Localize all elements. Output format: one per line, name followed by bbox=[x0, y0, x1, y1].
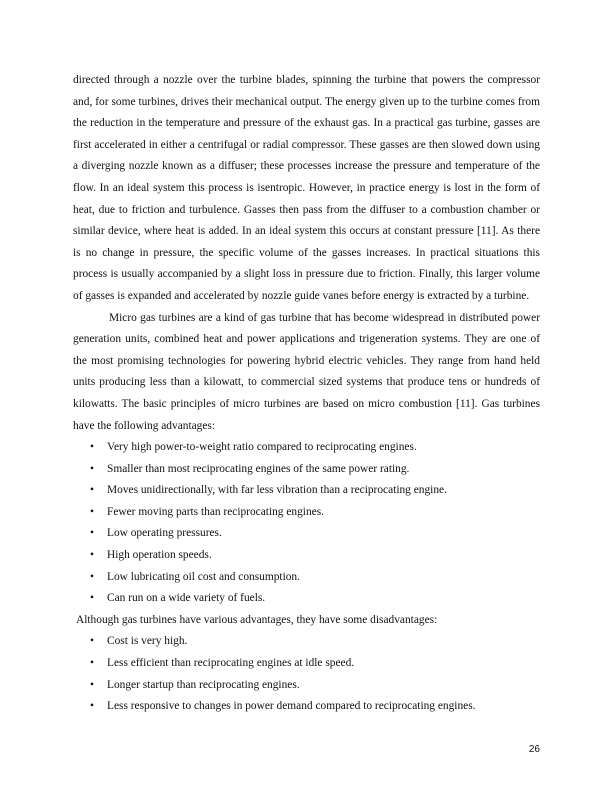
body-text bbox=[73, 70, 540, 718]
bullet-icon: • bbox=[90, 570, 94, 583]
list-item: • Moves unidirectionally, with far less vibration than a reciprocating engine. bbox=[73, 480, 540, 502]
list-item: • Can run on a wide variety of fuels. bbox=[73, 588, 540, 610]
bullet-icon: • bbox=[90, 505, 94, 518]
bullet-icon: • bbox=[90, 635, 94, 648]
list-item: • Fewer moving parts than reciprocating engines. bbox=[73, 502, 540, 524]
disadvantages-list bbox=[73, 631, 540, 717]
list-item: • Very high power-to-weight ratio compared to reciprocating engines. bbox=[73, 437, 540, 459]
list-item: • Smaller than most reciprocating engines of the same power rating. bbox=[73, 459, 540, 481]
bullet-icon: • bbox=[90, 441, 94, 454]
bullet-icon: • bbox=[90, 549, 94, 562]
bullet-icon: • bbox=[90, 592, 94, 605]
list-item: • Less efficient than reciprocating engines at idle speed. bbox=[73, 653, 540, 675]
bullet-icon: • bbox=[90, 700, 94, 713]
paragraph-gas-turbine-process: directed through a nozzle over the turbine blades, spinning the turbine that powers the compressor and, for some turbines, drives their mechanical output. The energy given up to the turbine comes from the reduction in the temperature and pressure of the exhaust gas. In a practical gas turbine, gasses are first accelerated in either a centrifugal or radial compressor. These gasses are then slowed down using a diverging nozzle known as a diffuser; these processes increase the pressure and temperature of the flow. In an ideal system this process is isentropic. However, in practice energy is lost in the form of heat, due to friction and turbulence. Gasses then pass from the diffuser to a combustion chamber or similar device, where heat is added. In an ideal system this occurs at constant pressure [11]. As there is no change in pressure, the specific volume of the gasses increases. In practical situations this process is usually accompanied by a slight loss in pressure due to friction. Finally, this larger volume of gasses is expanded and accelerated by nozzle guide vanes before energy is extracted by a turbine. bbox=[73, 74, 540, 302]
paragraph-micro-gas-turbines: Micro gas turbines are a kind of gas turbine that has become widespread in distributed power generation units, combined heat and power applications and trigeneration systems. They are one of the most promising technologies for powering hybrid electric vehicles. They range from hand held units producing less than a kilowatt, to commercial sized systems that produce tens or hundreds of kilowatts. The basic principles of micro turbines are based on micro combustion [11]. Gas turbines have the following advantages: bbox=[73, 311, 540, 432]
list-item: • Low lubricating oil cost and consumption. bbox=[73, 567, 540, 589]
list-item: • Low operating pressures. bbox=[73, 523, 540, 545]
list-item: • Less responsive to changes in power demand compared to reciprocating engines. bbox=[73, 696, 540, 718]
bullet-icon: • bbox=[90, 527, 94, 540]
advantages-list bbox=[73, 437, 540, 610]
bullet-icon: • bbox=[90, 484, 94, 497]
disadvantages-intro: Although gas turbines have various advantages, they have some disadvantages: bbox=[76, 613, 438, 626]
list-item: • High operation speeds. bbox=[73, 545, 540, 567]
page-number: 26 bbox=[528, 744, 540, 755]
bullet-icon: • bbox=[90, 462, 94, 475]
list-item: • Longer startup than reciprocating engines. bbox=[73, 675, 540, 697]
bullet-icon: • bbox=[90, 657, 94, 670]
bullet-icon: • bbox=[90, 678, 94, 691]
list-item: • Cost is very high. bbox=[73, 631, 540, 653]
